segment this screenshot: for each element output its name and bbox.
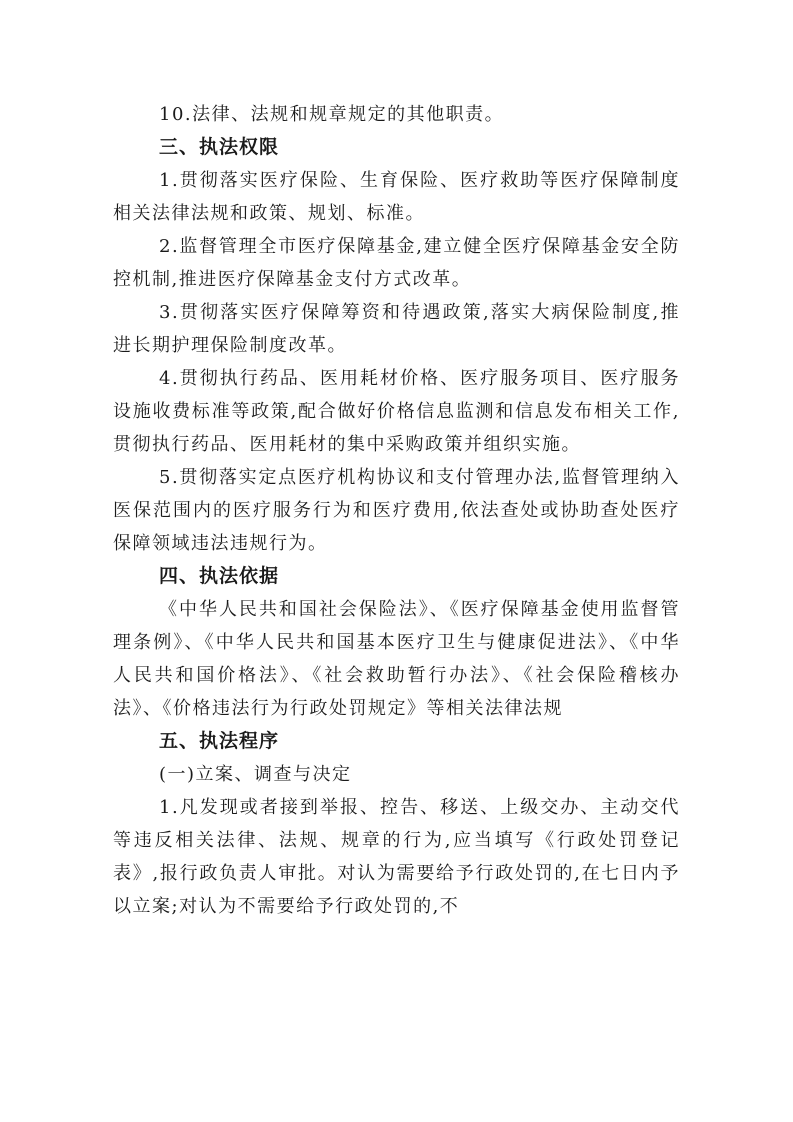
paragraph-authority-4: 4.贯彻执行药品、医用耗材价格、医疗服务项目、医疗服务设施收费标准等政策,配合做好价格信息监测和信息发布相关工作,贯彻执行药品、医用耗材的集中采购政策并组织实施。	[113, 368, 680, 455]
paragraph-legal-basis: 《中华人民共和国社会保险法》、《医疗保障基金使用监督管理条例》、《中华人民共和国基本医疗卫生与健康促进法》、《中华人民共和国价格法》、《社会救助暂行办法》、《社会保险稽核办法》、《价格违法行为行政处罚规定》等相关法律法规	[113, 599, 680, 719]
heading-enforcement-procedure: 五、执法程序	[159, 730, 280, 752]
document-body	[113, 98, 680, 923]
paragraph-duty-10: 10.法律、法规和规章规定的其他职责。	[159, 104, 505, 125]
paragraph-authority-1: 1.贯彻落实医疗保险、生育保险、医疗救助等医疗保障制度相关法律法规和政策、规划、标准。	[113, 170, 680, 224]
heading-enforcement-basis: 四、执法依据	[159, 565, 280, 587]
heading-enforcement-authority: 三、执法权限	[159, 136, 280, 158]
paragraph-authority-2: 2.监督管理全市医疗保障基金,建立健全医疗保障基金安全防控机制,推进医疗保障基金支付方式改革。	[113, 236, 680, 290]
paragraph-authority-3: 3.贯彻落实医疗保障筹资和待遇政策,落实大病保险制度,推进长期护理保险制度改革。	[113, 302, 680, 356]
paragraph-procedure-1: 1.凡发现或者接到举报、控告、移送、上级交办、主动交代等违反相关法律、法规、规章的行为,应当填写《行政处罚登记表》,报行政负责人审批。对认为需要给予行政处罚的,在七日内予以立案;对认为不需要给予行政处罚的,不	[113, 797, 680, 917]
subheading-filing-investigation: (一)立案、调查与决定	[159, 764, 352, 785]
paragraph-authority-5: 5.贯彻落实定点医疗机构协议和支付管理办法,监督管理纳入医保范围内的医疗服务行为和医疗费用,依法查处或协助查处医疗保障领域违法违规行为。	[113, 467, 680, 554]
